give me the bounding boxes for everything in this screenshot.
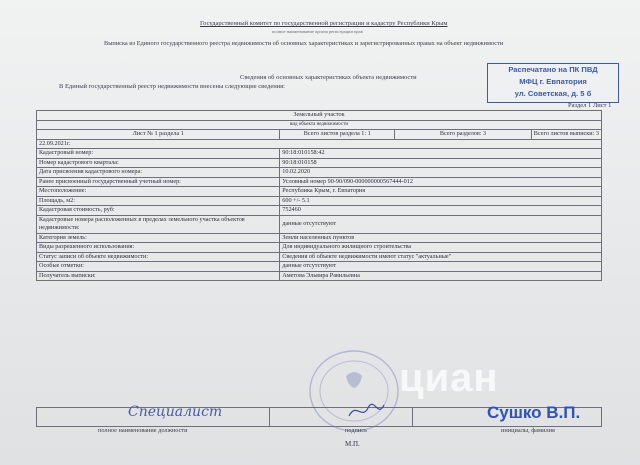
row-label: Местоположение: [37, 187, 280, 197]
seal-place-label: М.П. [345, 440, 360, 448]
main-info-table [36, 110, 602, 281]
row-value: Республика Крым, г. Евпатория [280, 187, 602, 197]
row-value: Сведения об объекте недвижимости имеют статус "актуальные" [280, 252, 602, 262]
extract-date: 22.09.2021г. [37, 139, 602, 149]
total-sheets-extract: Всего листов выписки: 3 [531, 130, 601, 140]
row-label: Кадастровые номера расположенных в пределах земельного участка объектов недвижимости: [37, 215, 280, 233]
row-label: Площадь, м2: [37, 196, 280, 206]
row-label: Дата присвоения кадастрового номера: [37, 168, 280, 178]
table-row [37, 177, 602, 187]
row-value: 90:18:010158 [280, 158, 602, 168]
table-row [37, 262, 602, 272]
table-row [37, 233, 602, 243]
object-type-subtitle: вид объекта недвижимости [37, 120, 602, 130]
table-row [37, 187, 602, 197]
table-row [37, 158, 602, 168]
row-value: данные отсутствуют [280, 215, 602, 233]
row-value: 752460 [280, 206, 602, 216]
row-value: Аметова Эльвира Равильевна [280, 271, 602, 281]
stamp-line-3: ул. Советская, д. 5 б [514, 89, 592, 98]
print-stamp [487, 63, 619, 103]
row-label: Статус записи об объекте недвижимости: [37, 252, 280, 262]
table-row [37, 206, 602, 216]
agency-name: Государственный комитет по государственной регистрации и кадастру Республики Крым [200, 20, 448, 27]
name-label: инициалы, фамилия [501, 427, 555, 434]
row-label: Категория земель: [37, 233, 280, 243]
row-label: Виды разрешенного использования: [37, 243, 280, 253]
sheet-number: Лист № 1 раздела 1 [37, 130, 280, 140]
row-value: Условный номер 90-90/090-000000000567444-012 [280, 177, 602, 187]
object-type: Земельный участок [37, 111, 602, 121]
row-label: Получатель выписки: [37, 271, 280, 281]
stamp-line-2: МФЦ г. Евпатория [519, 77, 587, 86]
row-value: Земли населенных пунктов [280, 233, 602, 243]
row-label: Номер кадастрового квартала: [37, 158, 280, 168]
row-label: Кадастровый номер: [37, 149, 280, 159]
table-row [37, 196, 602, 206]
intro-text: В Единый государственный реестр недвижимости внесены следующие сведения: [59, 83, 285, 90]
section-number: Раздел 1 Лист 1 [568, 102, 612, 109]
watermark: циан [399, 356, 499, 400]
table-row [37, 215, 602, 233]
row-label: Особые отметки: [37, 262, 280, 272]
handwritten-name: Сушко В.П. [487, 403, 581, 422]
signature-scribble-icon [346, 400, 386, 422]
total-sheets-section: Всего листов раздела 1: 1 [280, 130, 395, 140]
table-row [37, 149, 602, 159]
table-row [37, 168, 602, 178]
position-label: полное наименование должности [98, 427, 188, 434]
table-row [37, 252, 602, 262]
row-label: Ранее присвоенный государственный учетный номер: [37, 177, 280, 187]
signature-cell [270, 408, 413, 427]
extract-title: Выписка из Единого государственного реестра недвижимости об основных характеристиках и зарегистрированных правах на объект недвижимости [104, 40, 504, 47]
handwritten-position: Специалист [128, 404, 223, 420]
section-title: Сведения об основных характеристиках объекта недвижимости [240, 74, 417, 81]
row-value: данные отсутствуют [280, 262, 602, 272]
table-row [37, 271, 602, 281]
row-value: Для индивидуального жилищного строительства [280, 243, 602, 253]
row-label: Кадастровая стоимость, руб: [37, 206, 280, 216]
stamp-line-1: Распечатано на ПК ПВД [508, 65, 598, 74]
row-value: 90:18:010158:42 [280, 149, 602, 159]
agency-subtitle: полное наименование органа регистрации прав [272, 29, 363, 34]
total-sections: Всего разделов: 3 [395, 130, 532, 140]
table-row [37, 243, 602, 253]
signature-label: подпись [345, 427, 367, 434]
row-value: 10.02.2020 [280, 168, 602, 178]
row-value: 600 +/- 5.1 [280, 196, 602, 206]
